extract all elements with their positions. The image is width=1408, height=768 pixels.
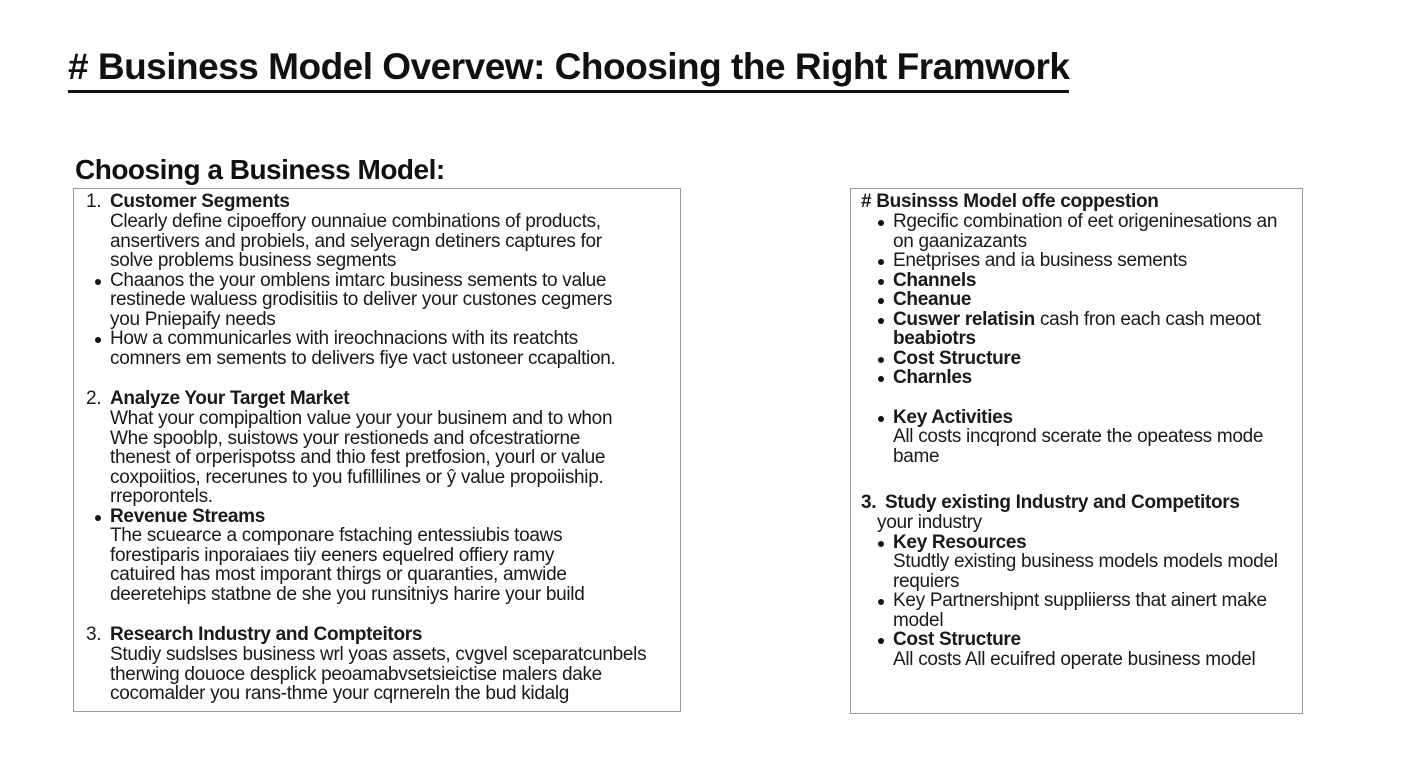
bullet-dot-icon bbox=[878, 541, 884, 547]
bullet-dot-icon bbox=[95, 515, 101, 521]
left-panel bbox=[73, 188, 681, 712]
bullet-dot-icon bbox=[878, 220, 884, 226]
text-line: deeretehips statbne de she you runsitniys harire your build bbox=[110, 583, 585, 605]
bullet-line: Channels bbox=[893, 269, 977, 291]
bullet-line: How a communicarles with ireochnacions with its reatchts bbox=[110, 328, 578, 349]
bullet-item bbox=[861, 251, 1302, 271]
bullet-line: comners em sements to delivers fiye vact ustoneer ccapaltion. bbox=[110, 347, 616, 369]
bullet-dot-icon bbox=[878, 416, 884, 422]
bullet-item bbox=[86, 507, 680, 527]
bullet-dot-icon bbox=[878, 279, 884, 285]
section-number: 3. bbox=[86, 624, 102, 645]
bullet-line: restinede waluess grodisitiis to deliver your custones cegmers bbox=[110, 289, 613, 310]
bullet-dot-icon bbox=[95, 337, 101, 343]
bullet-strong-text: Cuswer relatisin bbox=[893, 308, 1035, 330]
right-panel bbox=[850, 188, 1303, 714]
section-heading-text: Research Industry and Compteitors bbox=[110, 624, 423, 645]
text-line: solve problems business segments bbox=[110, 250, 397, 271]
text-line: Studiy sudslses business wrl yoas assets, cvgvel sceparatcunbels bbox=[110, 644, 647, 665]
bullet-item bbox=[861, 591, 1302, 611]
bullet-dot-icon bbox=[878, 259, 884, 265]
section-1-heading bbox=[86, 191, 680, 212]
bullet-item bbox=[861, 533, 1302, 553]
section-2-heading bbox=[86, 388, 680, 409]
text-line: Studtly existing business models models model bbox=[893, 551, 1278, 572]
bullet-item bbox=[861, 212, 1302, 251]
bullet-line: Cheanue bbox=[893, 289, 972, 310]
section-3-heading bbox=[861, 492, 1302, 513]
text-line: rreporontels. bbox=[110, 486, 213, 507]
bullet-item bbox=[861, 349, 1302, 369]
text-line: All costs incqrond scerate the opeatess mode bbox=[893, 426, 1264, 447]
bullet-heading: Key Activities bbox=[893, 406, 1013, 428]
section-heading-text: Study existing Industry and Competitors bbox=[885, 492, 1240, 513]
text-line: All costs All ecuifred operate business model bbox=[893, 648, 1256, 670]
bullet-dot-icon bbox=[878, 376, 884, 382]
text-line: cocomalder you rans-thme your cqrnereln the bud kidalg bbox=[110, 683, 570, 704]
bullet-heading: Key Resources bbox=[893, 531, 1027, 553]
bullet-line: Charnles bbox=[893, 367, 972, 388]
bullet-dot-icon bbox=[95, 279, 101, 285]
bullet-strong-text: beabiotrs bbox=[893, 328, 976, 349]
text-line: forestiparis inporaiaes tiiy eeners equelred offiery ramy bbox=[110, 544, 555, 566]
bullet-line: Cost Structure bbox=[893, 347, 1021, 369]
bullet-heading: Revenue Streams bbox=[110, 505, 265, 527]
section-3-heading bbox=[86, 624, 680, 645]
text-line: Clearly define cipoeffory ounnaiue combinations of products, bbox=[110, 211, 601, 232]
page-title: # Business Model Overvew: Choosing the Right Framwork bbox=[68, 44, 1069, 93]
bullet-line: Chaanos the your omblens imtarc business sements to value bbox=[110, 269, 607, 291]
bullet-line: you Pniepaify needs bbox=[110, 308, 276, 330]
bullet-dot-icon bbox=[878, 298, 884, 304]
bullet-item bbox=[86, 329, 680, 368]
text-line: ansertivers and probiels, and selyeragn detiners captures for bbox=[110, 230, 602, 252]
text-line: coxpoiitios, recerunes to you fufillilines or ŷ value propoiiship. bbox=[110, 466, 604, 488]
section-heading-text: Customer Segments bbox=[110, 191, 290, 212]
right-panel-heading: # Businsss Model offe coppestion bbox=[861, 191, 1159, 212]
text-line: your industry bbox=[877, 512, 982, 533]
bullet-item bbox=[861, 290, 1302, 310]
bullet-heading: Cost Structure bbox=[893, 629, 1021, 650]
text-line: thenest of orperispotss and thio fest pretfosion, yourl or value bbox=[110, 447, 606, 468]
section-heading: Choosing a Business Model: bbox=[75, 154, 445, 185]
section-number: 2. bbox=[86, 388, 102, 409]
section-number: 3. bbox=[861, 492, 877, 513]
bullet-item bbox=[861, 368, 1302, 388]
section-number: 1. bbox=[86, 191, 102, 212]
text-line: catuired has most imporant thirgs or quaranties, amwide bbox=[110, 564, 567, 585]
bullet-item bbox=[861, 310, 1302, 349]
text-line: The scuearce a componare fstaching entessiubis toaws bbox=[110, 525, 563, 546]
bullet-item bbox=[861, 271, 1302, 291]
bullet-dot-icon bbox=[878, 357, 884, 363]
bullet-line: cash fron each cash meoot bbox=[1034, 308, 1261, 330]
section-heading-text: Analyze Your Target Market bbox=[110, 388, 350, 409]
bullet-dot-icon bbox=[878, 599, 884, 605]
bullet-line: on gaanizazants bbox=[893, 230, 1027, 252]
bullet-dot-icon bbox=[878, 318, 884, 324]
bullet-line: Key Partnershipnt suppliierss that ainert make bbox=[893, 590, 1267, 611]
bullet-item bbox=[861, 408, 1302, 428]
bullet-line: Enetprises and ia business sements bbox=[893, 250, 1187, 271]
text-line: What your compipaltion value your your businem and to whon bbox=[110, 408, 613, 429]
text-line: bame bbox=[893, 445, 940, 467]
text-line: Whe spooblp, suistows your restioneds and ofcestratiorne bbox=[110, 427, 581, 449]
bullet-item bbox=[861, 630, 1302, 650]
bullet-dot-icon bbox=[878, 638, 884, 644]
bullet-line: Rgecific combination of eet origeninesations an bbox=[893, 211, 1278, 232]
text-line: requiers bbox=[893, 570, 960, 592]
text-line: therwing douoce desplick peoamabvsetsieictise malers dake bbox=[110, 663, 602, 685]
bullet-item bbox=[86, 271, 680, 330]
text-line: model bbox=[893, 609, 944, 631]
